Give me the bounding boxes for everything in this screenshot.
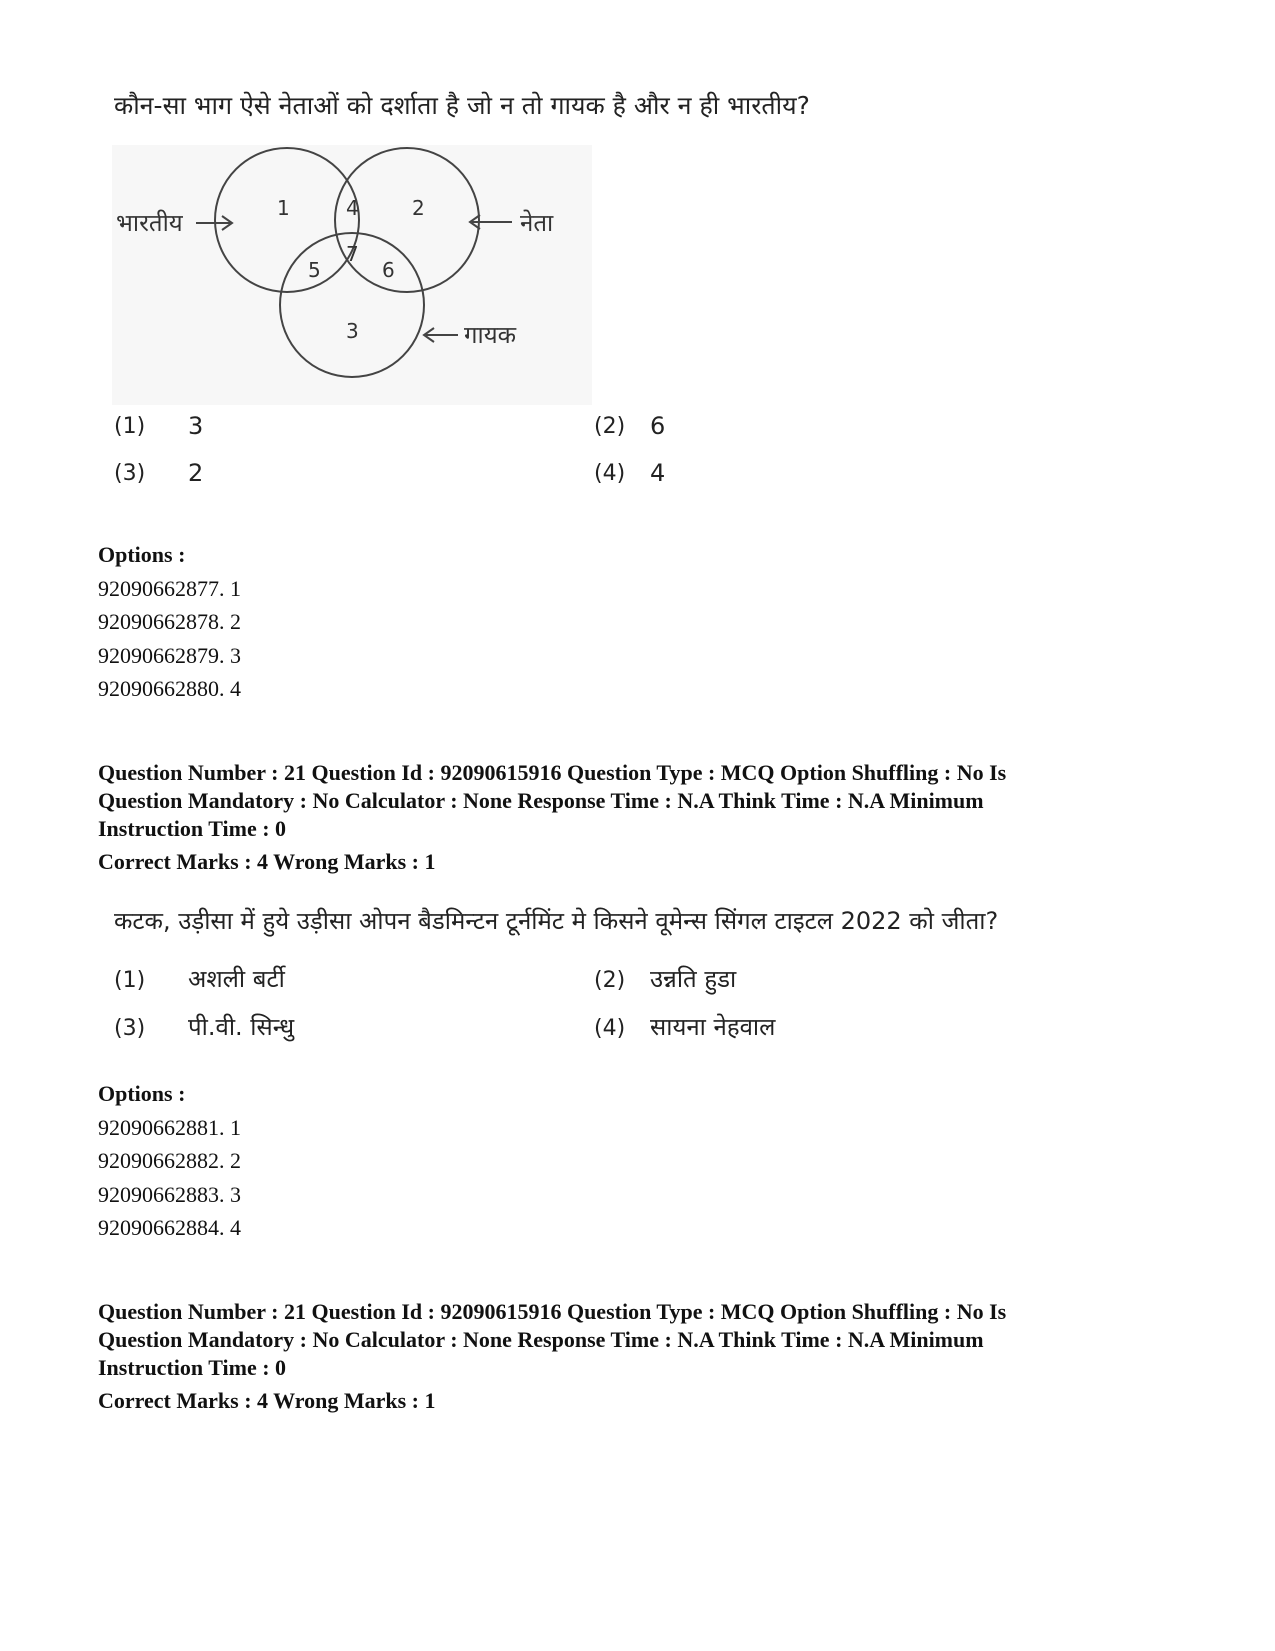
circle-leader — [335, 148, 479, 292]
q21b-marks: Correct Marks : 4 Wrong Marks : 1 — [98, 1388, 436, 1413]
q21b-meta-line-1: Question Number : 21 Question Id : 92090615916 Question Type : MCQ Option Shuffling : No Is — [98, 1299, 1007, 1324]
q21-choice-2-num: (2) — [594, 968, 626, 993]
q20-option-4: 92090662880. 4 — [98, 676, 241, 701]
q21-choice-4-val: सायना नेहवाल — [650, 1013, 776, 1041]
q21-marks: Correct Marks : 4 Wrong Marks : 1 — [98, 849, 436, 874]
q21-choice-4-num: (4) — [594, 1016, 626, 1041]
q21-option-4: 92090662884. 4 — [98, 1215, 241, 1240]
q21-meta — [98, 759, 1178, 843]
q21-options-label: Options : — [98, 1081, 186, 1106]
label-singer: गायक — [464, 321, 517, 349]
question-20-text: कौन-सा भाग ऐसे नेताओं को दर्शाता है जो न तो गायक है और न ही भारतीय? — [114, 91, 810, 120]
q21b-meta-line-2: Question Mandatory : No Calculator : None Response Time : N.A Think Time : N.A Minimum — [98, 1327, 984, 1352]
q21-choice-2-val: उन्नति हुडा — [650, 965, 737, 993]
q21-option-1: 92090662881. 1 — [98, 1115, 241, 1140]
circle-indian — [215, 148, 359, 292]
q20-choice-3-val: 2 — [188, 459, 204, 487]
region-3: 3 — [346, 319, 359, 343]
q20-option-1: 92090662877. 1 — [98, 576, 241, 601]
q21-choice-3-num: (3) — [114, 1016, 146, 1041]
q21-meta-line-2: Question Mandatory : No Calculator : None Response Time : N.A Think Time : N.A Minimum — [98, 788, 984, 813]
region-1: 1 — [277, 196, 290, 220]
q20-choice-2-num: (2) — [594, 414, 626, 439]
q21b-meta-line-3: Instruction Time : 0 — [98, 1355, 287, 1380]
q21-option-3: 92090662883. 3 — [98, 1182, 241, 1207]
q21-choice-1-num: (1) — [114, 968, 146, 993]
q20-choice-2-val: 6 — [650, 412, 666, 440]
q21-choice-3-val: पी.वी. सिन्धु — [188, 1013, 295, 1041]
q20-choice-3-num: (3) — [114, 461, 146, 486]
label-leader: नेता — [520, 209, 554, 237]
q20-choice-1-num: (1) — [114, 414, 146, 439]
region-5: 5 — [308, 258, 321, 282]
q20-option-2: 92090662878. 2 — [98, 609, 241, 634]
q21-option-2: 92090662882. 2 — [98, 1148, 241, 1173]
q20-choice-4-num: (4) — [594, 461, 626, 486]
question-21-text: कटक, उड़ीसा में हुये उड़ीसा ओपन बैडमिन्टन टूर्नमिंट मे किसने वूमेन्स सिंगल टाइटल 2022 को जीता? — [114, 907, 999, 935]
q20-choice-4-val: 4 — [650, 459, 666, 487]
region-7: 7 — [346, 242, 359, 266]
q20-choice-1-val: 3 — [188, 412, 204, 440]
q21-meta-line-3: Instruction Time : 0 — [98, 816, 287, 841]
region-6: 6 — [382, 258, 395, 282]
q21b-meta — [98, 1298, 1178, 1382]
q20-options-label: Options : — [98, 542, 186, 567]
q21-choice-1-val: अशली बर्टी — [188, 965, 285, 993]
venn-diagram — [112, 145, 592, 405]
q20-option-3: 92090662879. 3 — [98, 643, 241, 668]
label-indian: भारतीय — [116, 209, 183, 237]
q21-meta-line-1: Question Number : 21 Question Id : 92090615916 Question Type : MCQ Option Shuffling : No Is — [98, 760, 1007, 785]
region-2: 2 — [412, 196, 425, 220]
region-4: 4 — [346, 196, 359, 220]
